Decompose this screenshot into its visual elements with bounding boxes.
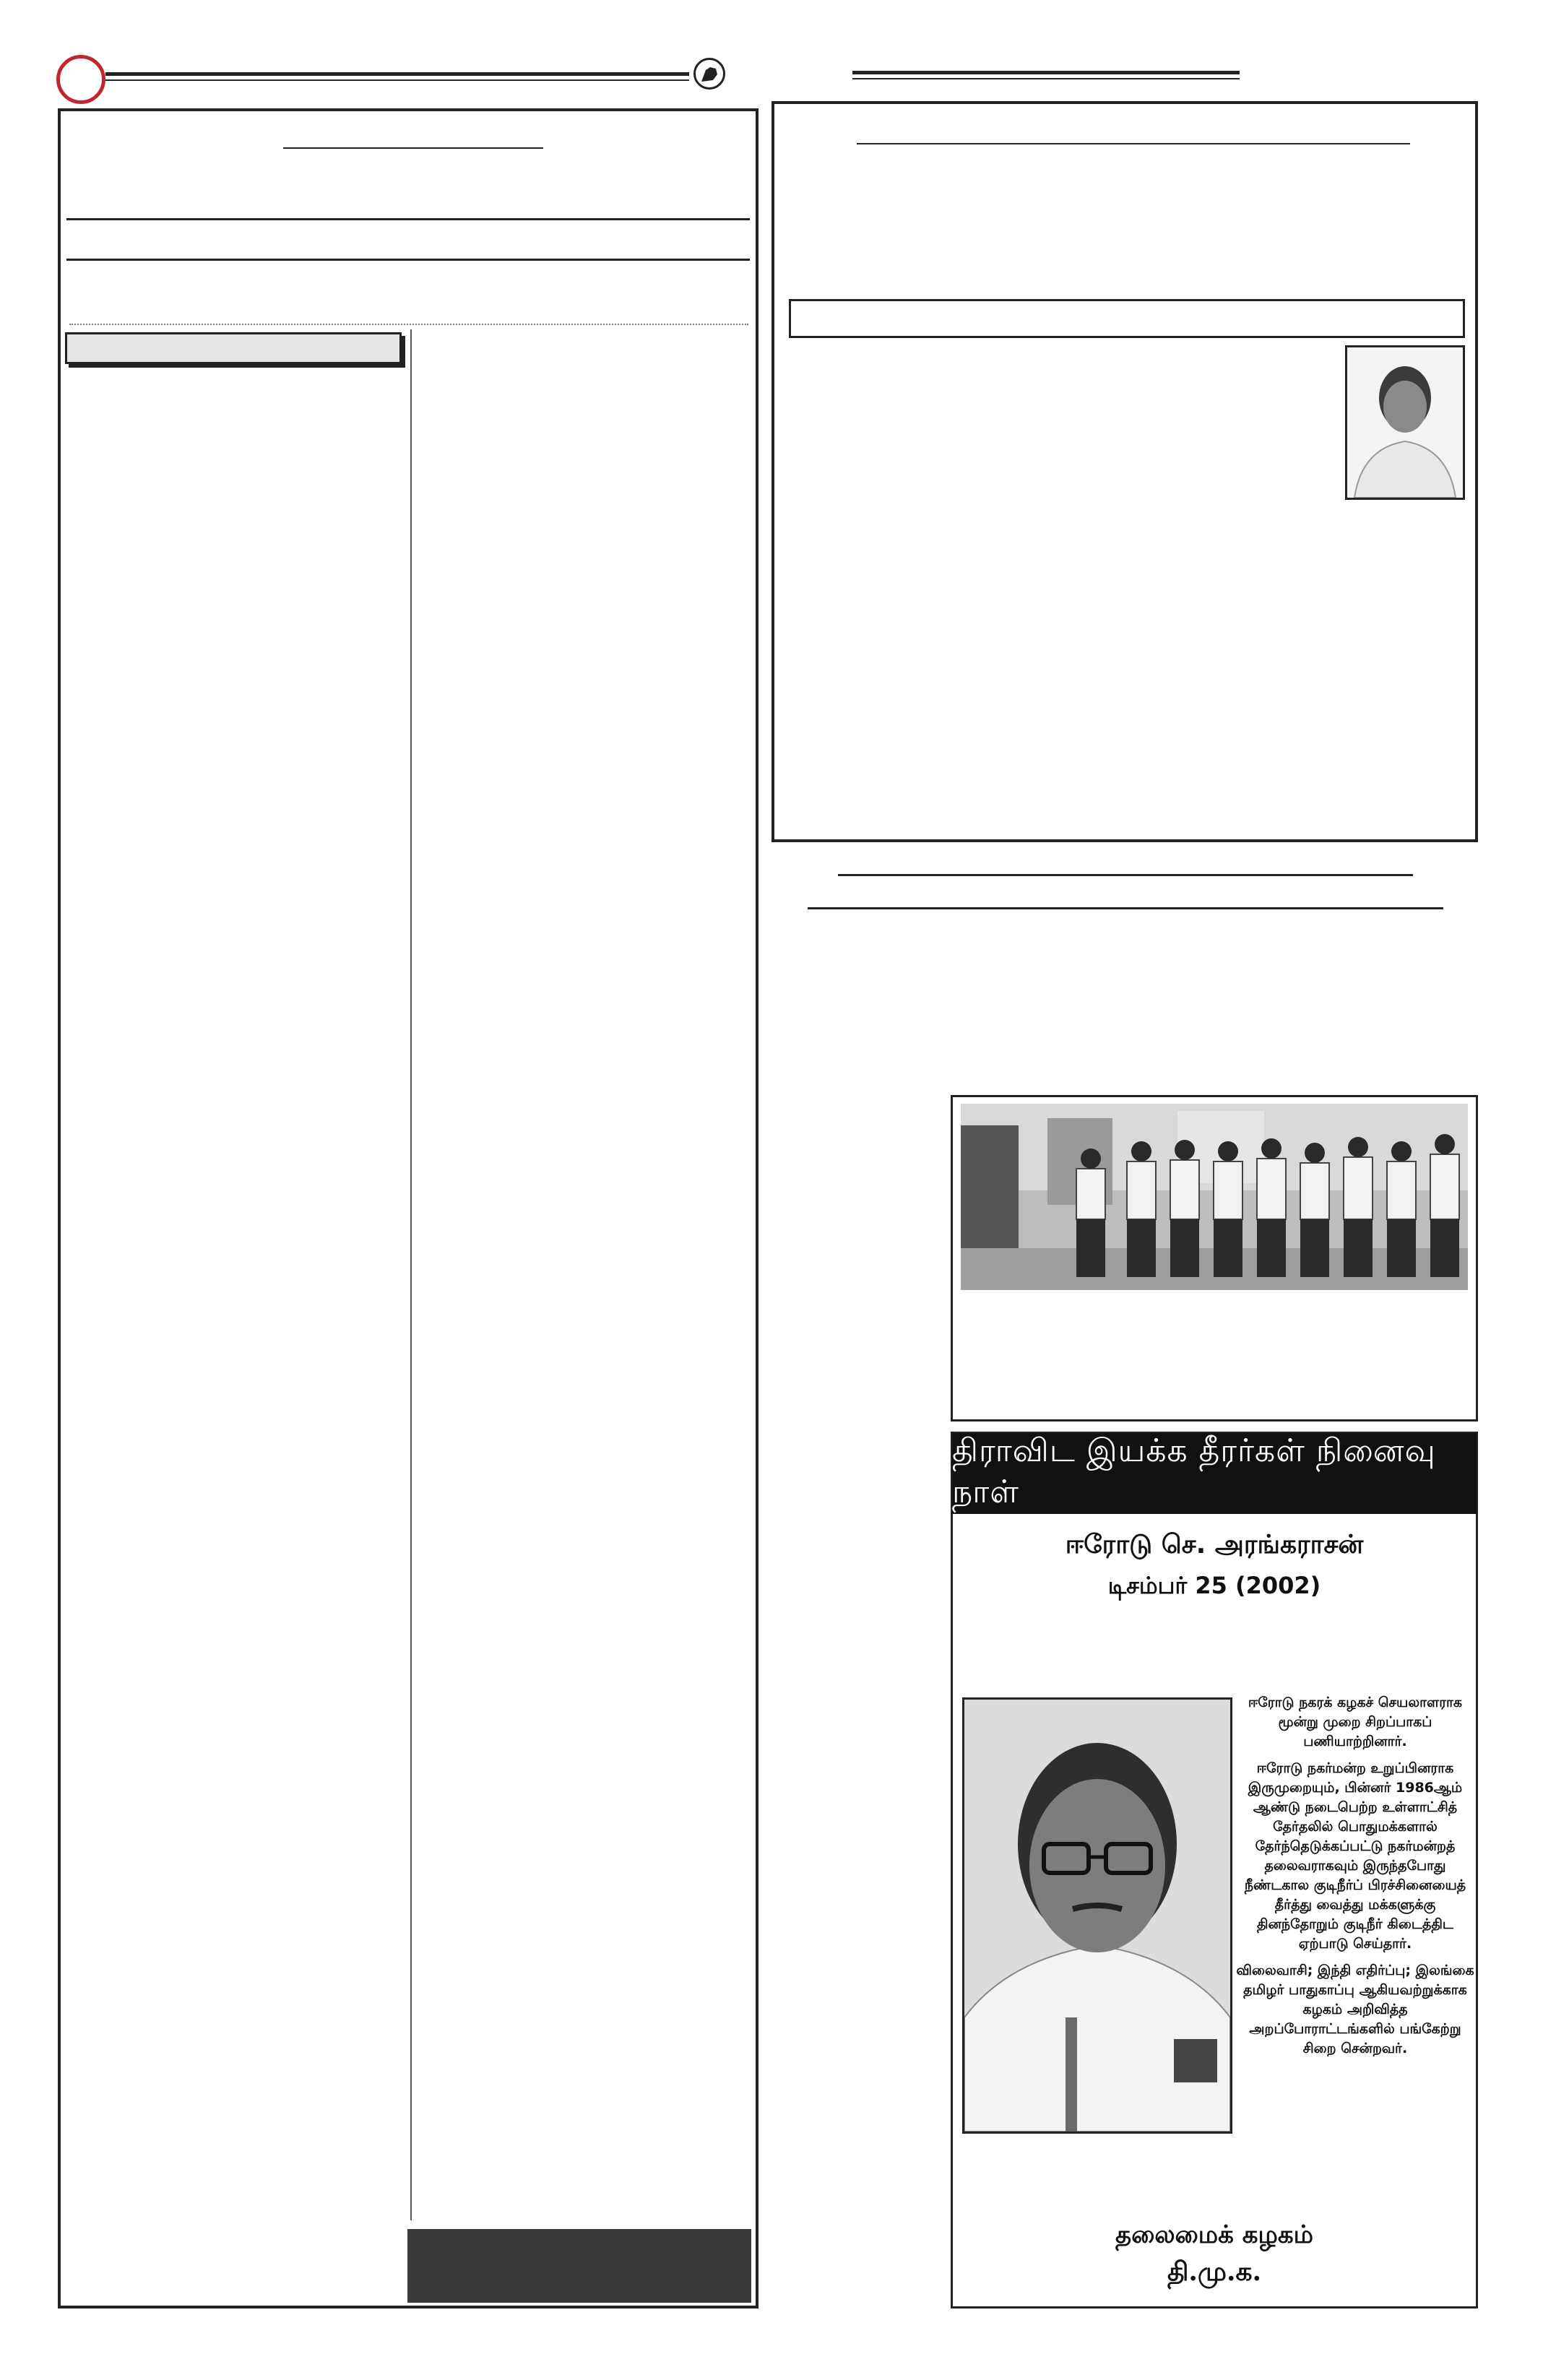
left-dotted-divider [69, 324, 748, 325]
header-rule-bottom [105, 79, 689, 81]
memorial-death-date: டிசம்பர் 25 (2002) [1107, 1572, 1321, 1599]
party-emblem-icon [693, 58, 725, 90]
memorial-person-name: ஈரோடு செ. அரங்கராசன் [1065, 1530, 1364, 1559]
header-rule-top [105, 72, 689, 76]
left-divider-1 [66, 218, 750, 220]
memorial-portrait [964, 1700, 1230, 2132]
left-subhead-panel [65, 332, 402, 364]
left-divider-2 [66, 259, 750, 261]
portrait-photo-frame [1345, 345, 1465, 500]
right-mid-rule-2 [808, 907, 1443, 909]
memorial-banner-title: திராவிட இயக்க தீரர்கள் நினைவு நாள் [952, 1433, 1477, 1514]
left-headline-rule [283, 147, 543, 149]
memorial-footer-party: தி.மு.க. [1167, 2256, 1262, 2287]
left-article-box [58, 108, 758, 2308]
right-caption-bar [789, 299, 1465, 338]
group-photo [961, 1104, 1468, 1290]
portrait-photo [1347, 347, 1463, 498]
right-mid-rule-1 [838, 874, 1413, 876]
left-dark-panel [407, 2229, 751, 2303]
right-headline-rule [857, 143, 1410, 144]
memorial-bio-para-2: ஈரோடு நகர்மன்ற உறுப்பினராக இருமுறையும், பின்னர் 1986ஆம் ஆண்டு நடைபெற்ற உள்ளாட்சித் தேர்தலில் பொதுமக்களால் தேர்ந்தெடுக்கப்பட்டு நகர்மன்றத் தலைவராகவும் இருந்தபோது நீண்டகால குடிநீர்ப் பிரச்சினையைத் தீர்த்து வைத்து மக்களுக்கு தினந்தோறும் குடிநீர் கிடைத்திட ஏற்பாடு செய்தார். [1244, 1760, 1466, 1952]
page-number-circle [56, 55, 105, 104]
left-column-divider [410, 329, 412, 2220]
memorial-footer-org: தலைமைக் கழகம் [1115, 2220, 1313, 2249]
header-right-rule-bottom [852, 78, 1240, 79]
memorial-portrait-frame [962, 1697, 1232, 2134]
memorial-bio-para-3: விலைவாசி; இந்தி எதிர்ப்பு; இலங்கை தமிழர் பாதுகாப்பு ஆகியவற்றுக்காக கழகம் அறிவித்த அறப்போராட்டங்களில் பங்கேற்று சிறை சென்றவர். [1236, 1963, 1474, 2056]
memorial-bio-para-1: ஈரோடு நகரக் கழகச் செயலாளராக மூன்று முறை சிறப்பாகப் பணியாற்றினார். [1248, 1695, 1463, 1749]
memorial-bio [1235, 1693, 1475, 2066]
header-right-rule-top [852, 71, 1240, 74]
